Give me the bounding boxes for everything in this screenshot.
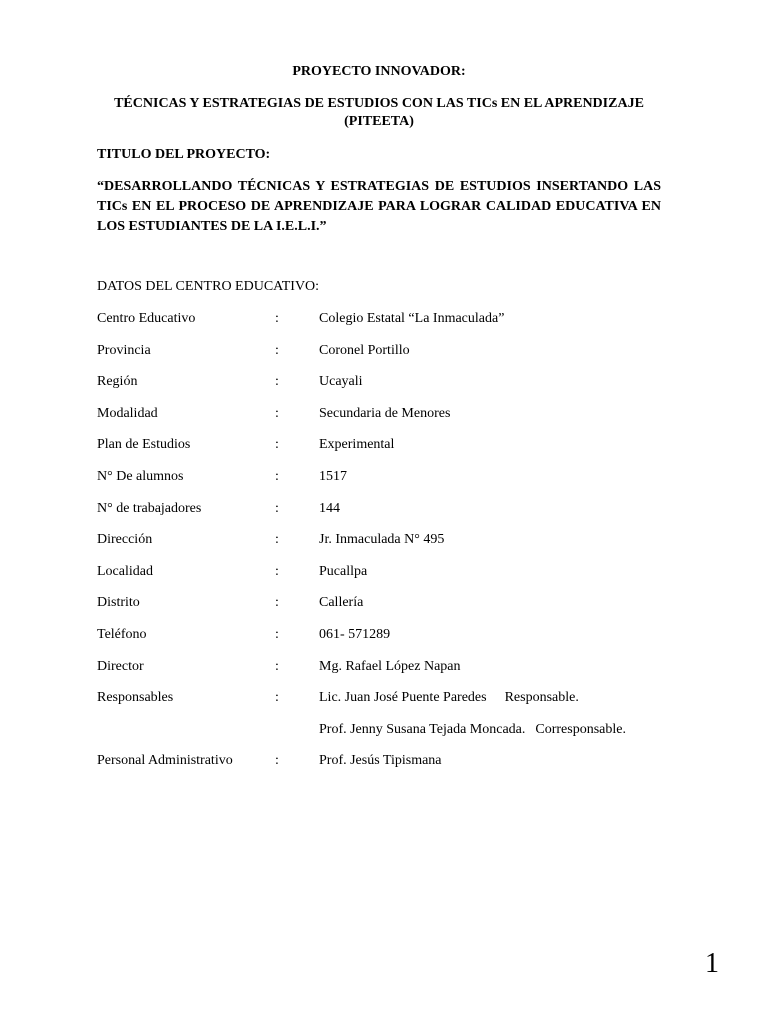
- row-value: [319, 689, 579, 707]
- row-label: Dirección: [97, 532, 153, 548]
- row-colon: :: [275, 595, 279, 611]
- row-colon: :: [275, 342, 279, 358]
- school-data-row-centro-educativo: [97, 310, 677, 342]
- school-data-heading: DATOS DEL CENTRO EDUCATIVO:: [97, 279, 320, 294]
- document-subtitle: TÉCNICAS Y ESTRATEGIAS DE ESTUDIOS CON LAS TICs EN EL APRENDIZAJE (PITEETA): [114, 96, 644, 129]
- row-value: Prof. Jesús Tipismana: [319, 753, 442, 769]
- row-colon: :: [275, 437, 279, 453]
- row-label: Región: [97, 374, 138, 390]
- row-value: Coronel Portillo: [319, 342, 410, 358]
- row-colon: :: [275, 311, 279, 326]
- row-value: Jr. Inmaculada N° 495: [319, 532, 445, 548]
- row-label: Provincia: [97, 342, 151, 358]
- row-label: N° De alumnos: [97, 468, 184, 484]
- row-colon: :: [275, 626, 279, 642]
- responsible-name: Lic. Juan José Puente Paredes: [319, 690, 487, 706]
- row-value: Ucayali: [319, 374, 363, 390]
- row-value: Secundaria de Menores: [319, 405, 451, 421]
- school-data-row-region: [97, 373, 677, 405]
- row-colon: :: [275, 374, 279, 390]
- school-data-row-alumnos: [97, 468, 677, 500]
- row-label: N° de trabajadores: [97, 500, 202, 516]
- project-title-label: TITULO DEL PROYECTO:: [97, 147, 271, 162]
- row-colon: :: [275, 405, 279, 421]
- row-value: [319, 721, 626, 739]
- responsible-role: Responsable.: [504, 690, 579, 706]
- school-data-row-trabajadores: [97, 500, 677, 532]
- row-value: 144: [319, 500, 340, 516]
- page-number: 1: [705, 948, 719, 979]
- row-colon: :: [275, 532, 279, 548]
- row-value: Mg. Rafael López Napan: [319, 658, 461, 674]
- row-label: Modalidad: [97, 405, 158, 421]
- row-label: Teléfono: [97, 626, 147, 642]
- school-data-row-plan-de-estudios: [97, 436, 677, 468]
- school-data-row-corresponsable: [97, 721, 677, 753]
- row-label: Director: [97, 658, 144, 674]
- school-data-row-provincia: [97, 342, 677, 374]
- school-data-table: [97, 310, 677, 784]
- school-data-row-director: [97, 658, 677, 690]
- row-value: 1517: [319, 468, 347, 484]
- row-value: 061- 571289: [319, 626, 391, 642]
- school-data-row-modalidad: [97, 405, 677, 437]
- school-data-row-personal-administrativo: [97, 752, 677, 784]
- row-label: Personal Administrativo: [97, 753, 233, 769]
- row-colon: :: [275, 563, 279, 579]
- row-label: Localidad: [97, 563, 153, 579]
- school-data-row-direccion: [97, 531, 677, 563]
- school-data-row-responsables: [97, 689, 677, 721]
- row-colon: :: [275, 690, 279, 706]
- school-data-row-distrito: [97, 594, 677, 626]
- row-label: Centro Educativo: [97, 311, 196, 326]
- document-title: PROYECTO INNOVADOR:: [292, 64, 466, 79]
- row-colon: :: [275, 658, 279, 674]
- row-value: Callería: [319, 595, 364, 611]
- row-value: Pucallpa: [319, 563, 368, 579]
- row-label: Distrito: [97, 595, 140, 611]
- row-label: Plan de Estudios: [97, 437, 191, 453]
- row-colon: :: [275, 753, 279, 769]
- row-colon: :: [275, 468, 279, 484]
- school-data-row-telefono: [97, 626, 677, 658]
- coresponsible-name: Prof. Jenny Susana Tejada Moncada.: [319, 721, 526, 737]
- school-data-row-localidad: [97, 563, 677, 595]
- project-title: “DESARROLLANDO TÉCNICAS Y ESTRATEGIAS DE ESTUDIOS INSERTANDO LAS TICs EN EL PROCESO DE APRENDIZAJE PARA LOGRAR CALIDAD EDUCATIVA EN LOS ESTUDIANTES DE LA I.E.L.I.”: [97, 179, 661, 234]
- coresponsible-role: Corresponsable.: [535, 721, 626, 737]
- row-value: Experimental: [319, 437, 395, 453]
- row-colon: :: [275, 500, 279, 516]
- row-label: Responsables: [97, 690, 174, 706]
- row-value: Colegio Estatal “La Inmaculada”: [319, 311, 505, 326]
